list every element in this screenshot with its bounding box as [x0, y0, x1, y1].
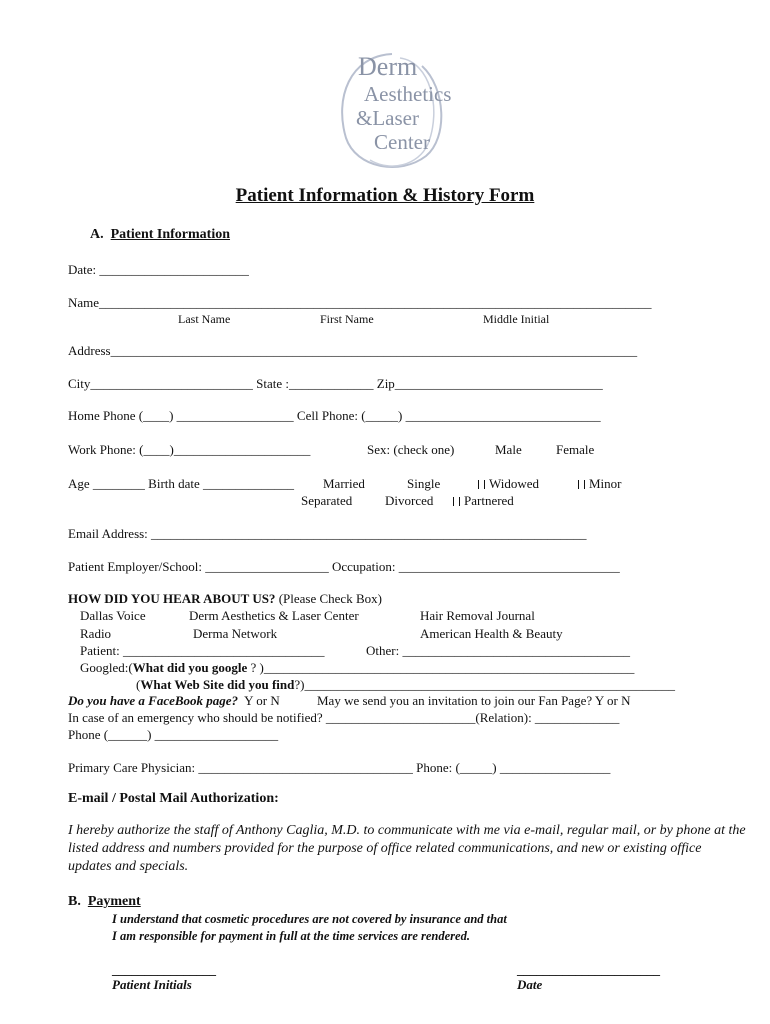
- googled-prefix: Googled:(: [80, 660, 133, 675]
- widowed-label: Widowed: [489, 476, 540, 491]
- status-minor[interactable]: [578, 476, 622, 492]
- date-field[interactable]: Date: _______________________: [68, 262, 249, 277]
- hear-option-derm-center[interactable]: Derm Aesthetics & Laser Center: [189, 608, 359, 623]
- facebook-question[interactable]: [68, 693, 280, 709]
- form-title: Patient Information & History Form: [235, 185, 535, 206]
- primary-care-field[interactable]: Primary Care Physician: _________________________________ Phone: (_____) _________________: [68, 760, 611, 775]
- status-single[interactable]: Single: [407, 476, 441, 491]
- name-sub-first: First Name: [320, 312, 374, 326]
- name-sub-middle: Middle Initial: [483, 312, 550, 326]
- age-birthdate-field[interactable]: Age ________ Birth date ______________: [68, 476, 295, 491]
- section-a-heading: [90, 227, 230, 243]
- hear-googled-field[interactable]: [80, 660, 634, 676]
- website-prefix: (: [136, 677, 141, 692]
- city-state-zip-field[interactable]: City_________________________ State :_____________ Zip________________________________: [68, 376, 603, 391]
- email-field[interactable]: Email Address: ___________________________________________________________________: [68, 526, 587, 541]
- logo-word-laser: &Laser: [356, 106, 419, 130]
- logo-word-aesthetics: Aesthetics: [364, 82, 452, 106]
- sex-male-option[interactable]: Male: [495, 442, 522, 457]
- sex-female-option[interactable]: Female: [556, 442, 595, 457]
- hear-heading-note: (Please Check Box): [275, 591, 382, 606]
- emergency-phone-field[interactable]: Phone (______) ___________________: [68, 727, 279, 742]
- hear-website-field[interactable]: [136, 677, 675, 693]
- name-field[interactable]: Name_____________________________________________________________________________________: [68, 295, 652, 310]
- sex-label: Sex: (check one): [367, 442, 455, 457]
- initials-signature-line[interactable]: ________________: [112, 962, 216, 977]
- section-a-letter: A.: [90, 227, 104, 242]
- payment-line-1: I understand that cosmetic procedures are not covered by insurance and that: [112, 912, 507, 926]
- section-b-letter: B.: [68, 894, 81, 909]
- website-question: What Web Site did you find: [140, 677, 295, 692]
- widowed-checkbox-icon[interactable]: [478, 480, 485, 489]
- section-b-label: Payment: [87, 894, 141, 909]
- address-field[interactable]: Address_________________________________________________________________________________: [68, 343, 638, 358]
- auth-heading: E-mail / Postal Mail Authorization:: [68, 791, 279, 806]
- googled-blank: ? )_________________________________________________________: [247, 660, 635, 675]
- initials-label: Patient Initials: [112, 977, 192, 992]
- home-cell-phone-field[interactable]: Home Phone (____) __________________ Cell Phone: (_____) ______________________________: [68, 408, 601, 423]
- logo-word-center: Center: [374, 130, 430, 154]
- status-separated[interactable]: Separated: [301, 493, 353, 508]
- section-a-label: Patient Information: [110, 227, 231, 242]
- date-label: Date: [517, 977, 543, 992]
- hear-option-radio[interactable]: Radio: [80, 626, 112, 641]
- hear-other-field[interactable]: Other: ___________________________________: [366, 643, 630, 658]
- payment-line-2: I am responsible for payment in full at the time services are rendered.: [112, 929, 470, 943]
- status-partnered[interactable]: [453, 493, 514, 509]
- minor-checkbox-icon[interactable]: [578, 480, 585, 489]
- minor-label: Minor: [589, 476, 622, 491]
- facebook-question-text: Do you have a FaceBook page?: [68, 693, 239, 708]
- section-b-heading: [68, 894, 141, 910]
- status-married[interactable]: Married: [323, 476, 365, 491]
- facebook-yn: Y or N: [238, 693, 280, 708]
- fan-page-question[interactable]: May we send you an invitation to join our Fan Page? Y or N: [317, 693, 631, 708]
- logo-word-derm: Derm: [358, 52, 418, 81]
- work-phone-field[interactable]: Work Phone: (____)_____________________: [68, 442, 311, 457]
- hear-heading-text: HOW DID YOU HEAR ABOUT US?: [68, 591, 276, 606]
- hear-option-american-health[interactable]: American Health & Beauty: [420, 626, 563, 641]
- googled-question: What did you google: [132, 660, 248, 675]
- partnered-checkbox-icon[interactable]: [453, 497, 460, 506]
- website-blank: ?)_________________________________________________________: [294, 677, 675, 692]
- partnered-label: Partnered: [464, 493, 514, 508]
- emergency-contact-field[interactable]: In case of an emergency who should be notified? _______________________(Relation): _____________: [68, 710, 620, 725]
- hear-option-dallas-voice[interactable]: Dallas Voice: [80, 608, 146, 623]
- hear-option-hair-journal[interactable]: Hair Removal Journal: [420, 608, 535, 623]
- hear-heading: [68, 591, 382, 607]
- auth-paragraph: I hereby authorize the staff of Anthony Caglia, M.D. to communicate with me via e-mail, regular mail, or by phone at the listed address and numbers provided for the purpose of office related communications, and new or existing office updates and specials.: [68, 823, 746, 874]
- hear-option-derma-network[interactable]: Derma Network: [193, 626, 278, 641]
- hear-patient-field[interactable]: Patient: _______________________________: [80, 643, 325, 658]
- status-divorced[interactable]: Divorced: [385, 493, 434, 508]
- name-sub-last: Last Name: [178, 312, 231, 326]
- status-widowed[interactable]: [478, 476, 539, 492]
- date-signature-line[interactable]: ______________________: [517, 962, 660, 977]
- employer-occupation-field[interactable]: Patient Employer/School: ___________________ Occupation: __________________________________: [68, 559, 620, 574]
- clinic-logo: [330, 48, 450, 178]
